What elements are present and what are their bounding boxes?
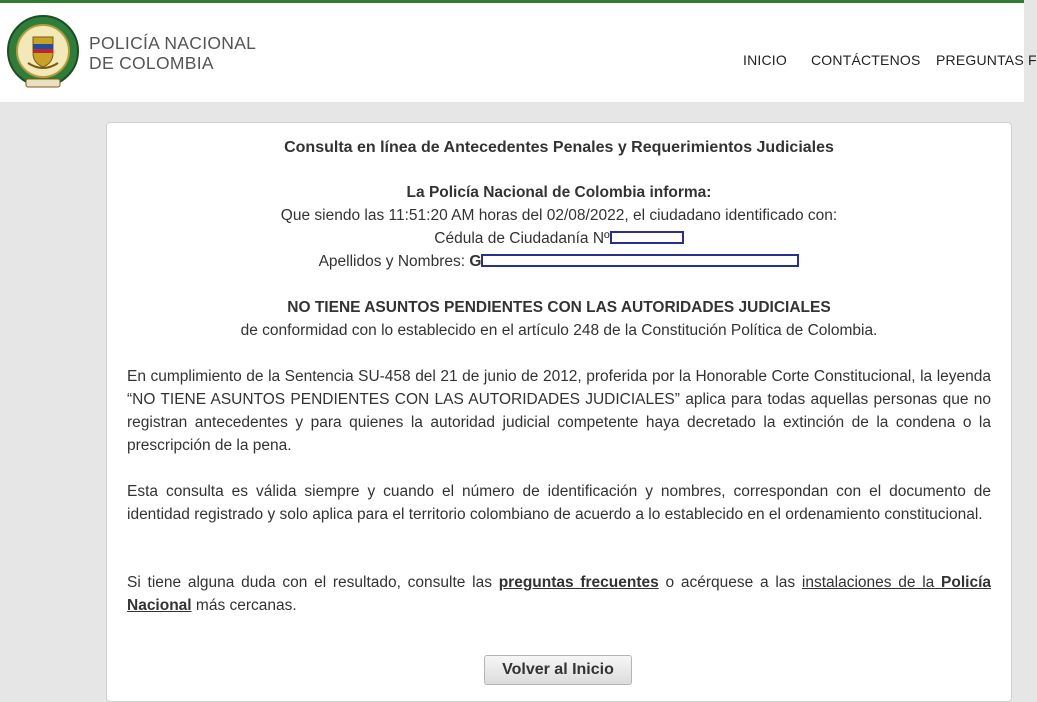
nav-inicio[interactable]: INICIO (743, 52, 787, 68)
page-title: Consulta en línea de Antecedentes Penales y Requerimientos Judiciales (284, 139, 834, 156)
paragraph-validity: Esta consulta es válida siempre y cuando el número de identificación y nombres, correspondan con el documento de identidad registrado y solo aplica para el territorio colombiano de acuerdo a lo establecido en el ordenamiento constitucional. (127, 483, 991, 523)
help-text-a: Si tiene alguna duda con el resultado, consulte las (127, 574, 492, 591)
brand-line-1: POLICÍA NACIONAL (89, 33, 257, 53)
faq-link[interactable]: preguntas frecuentes (498, 574, 659, 591)
redacted-name-box (481, 254, 799, 267)
id-label: Cédula de Ciudadanía Nº (434, 230, 610, 247)
redacted-id-box (610, 231, 684, 244)
inform-title: La Policía Nacional de Colombia informa: (406, 184, 712, 201)
main-nav (0, 52, 1037, 72)
inform-block (107, 181, 1011, 273)
result-block (107, 296, 1011, 342)
result-title: NO TIENE ASUNTOS PENDIENTES CON LAS AUTORIDADES JUDICIALES (287, 299, 831, 316)
site-header (0, 0, 1037, 102)
result-subtitle: de conformidad con lo establecido en el artículo 248 de la Constitución Política de Colombia. (240, 322, 878, 339)
name-label: Apellidos y Nombres: (318, 253, 466, 270)
inform-line: Que siendo las 11:51:20 AM horas del 02/08/2022, el ciudadano identificado con: (280, 207, 838, 224)
facilities-link-bold: Policía Nacional (127, 574, 991, 614)
paragraph-help (127, 571, 991, 617)
nav-contactenos[interactable]: CONTÁCTENOS (811, 52, 921, 68)
nav-preguntas-frecuentes[interactable]: PREGUNTAS F (936, 52, 1037, 68)
help-text-b: o acérquese a las (665, 574, 796, 591)
name-initial: G (469, 253, 482, 270)
help-text-c: más cercanas. (195, 597, 297, 614)
facilities-link-text: instalaciones de la (801, 574, 935, 591)
brand-line-2: DE COLOMBIA (89, 53, 214, 73)
result-card (106, 122, 1012, 702)
paragraph-sentence: En cumplimiento de la Sentencia SU-458 del 21 de junio de 2012, proferida por la Honorable Corte Constitucional, la leyenda “NO TIENE ASUNTOS PENDIENTES CON LAS AUTORIDADES JUDICIALES” aplica para todas aquellas personas que no registran antecedentes y para quienes la autoridad judicial competente haya decretado la extinción de la condena o la prescripción de la pena. (127, 368, 991, 454)
id-row (107, 227, 1011, 250)
back-to-home-button[interactable]: Volver al Inicio (484, 655, 632, 685)
name-row (107, 250, 1011, 273)
